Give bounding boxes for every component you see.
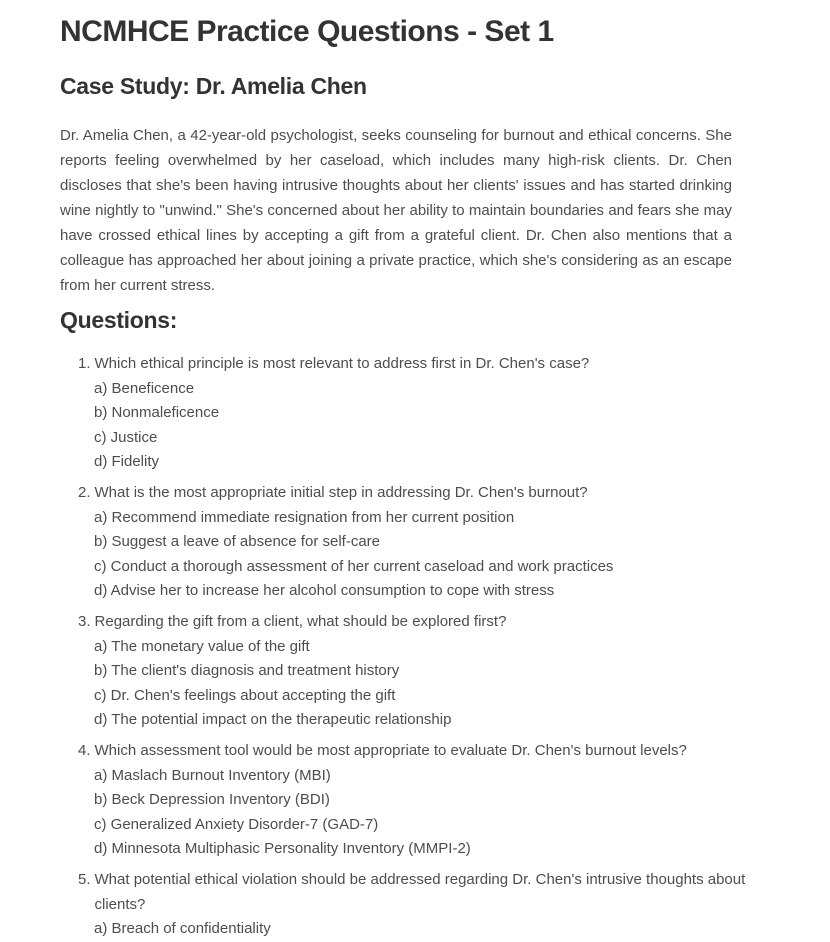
- question-text: What potential ethical violation should be addressed regarding Dr. Chen's intrusive thoughts about clients?: [94, 871, 746, 913]
- answer-option-a: a) The monetary value of the gift: [94, 637, 310, 655]
- question-line: [78, 868, 746, 917]
- questions-heading: Questions:: [60, 307, 178, 333]
- question-item-3: [78, 610, 746, 733]
- answer-option-a: a) Beneficence: [94, 379, 195, 397]
- question-number: 4.: [78, 742, 91, 759]
- answer-option-a: a) Maslach Burnout Inventory (MBI): [94, 766, 331, 784]
- page-title: NCMHCE Practice Questions - Set 1: [60, 15, 554, 48]
- question-item-5: [78, 868, 746, 942]
- question-text: Which assessment tool would be most appropriate to evaluate Dr. Chen's burnout levels?: [94, 742, 687, 759]
- answer-option-a: a) Recommend immediate resignation from her current position: [94, 508, 515, 526]
- answer-option-c: c) Generalized Anxiety Disorder-7 (GAD-7): [94, 815, 379, 833]
- options-group: [78, 377, 746, 475]
- question-number: 3.: [78, 613, 91, 630]
- document-body: [0, 14, 830, 938]
- case-study-heading: Case Study: Dr. Amelia Chen: [60, 73, 367, 99]
- options-group: [78, 917, 746, 942]
- answer-option-a: a) Breach of confidentiality: [94, 920, 271, 937]
- question-item-4: [78, 739, 746, 862]
- document-page: [0, 14, 830, 942]
- answer-option-d: d) Minnesota Multiphasic Personality Inventory (MMPI-2): [94, 840, 471, 857]
- answer-option-b: b) Suggest a leave of absence for self-care: [94, 533, 380, 550]
- question-number: 2.: [78, 484, 91, 501]
- answer-option-b: b) The client's diagnosis and treatment history: [94, 662, 400, 679]
- case-study-paragraph: Dr. Amelia Chen, a 42-year-old psychologist, seeks counseling for burnout and ethical concerns. She reports feeling overwhelmed by her caseload, which includes many high-risk clients. Dr. Chen discloses that she's been having intrusive thoughts about her clients' issues and has started drinking wine nightly to "unwind." She's concerned about her ability to maintain boundaries and fears she may have crossed ethical lines by accepting a gift from a grateful client. Dr. Chen also mentions that a colleague has approached her about joining a private practice, which she's considering as an escape from her current stress.: [60, 127, 732, 294]
- question-line: [78, 481, 746, 506]
- question-line: [78, 739, 746, 764]
- question-item-2: [78, 481, 746, 604]
- questions-list: [60, 352, 746, 942]
- answer-option-c: c) Dr. Chen's feelings about accepting the gift: [94, 686, 396, 704]
- question-item-1: [78, 352, 746, 475]
- question-text: Regarding the gift from a client, what should be explored first?: [94, 613, 507, 630]
- question-number: 5.: [78, 871, 91, 888]
- options-group: [78, 635, 746, 733]
- answer-option-d: d) Advise her to increase her alcohol consumption to cope with stress: [94, 582, 555, 599]
- question-number: 1.: [78, 355, 91, 372]
- answer-option-c: c) Justice: [94, 428, 158, 446]
- question-text: What is the most appropriate initial step in addressing Dr. Chen's burnout?: [94, 484, 588, 501]
- options-group: [78, 764, 746, 862]
- question-line: [78, 610, 746, 635]
- question-line: [78, 352, 746, 377]
- answer-option-b: b) Beck Depression Inventory (BDI): [94, 791, 330, 808]
- question-text: Which ethical principle is most relevant to address first in Dr. Chen's case?: [94, 355, 590, 372]
- answer-option-d: d) The potential impact on the therapeutic relationship: [94, 711, 452, 728]
- answer-option-b: b) Nonmaleficence: [94, 404, 220, 421]
- answer-option-d: d) Fidelity: [94, 453, 160, 470]
- options-group: [78, 506, 746, 604]
- answer-option-c: c) Conduct a thorough assessment of her current caseload and work practices: [94, 557, 614, 575]
